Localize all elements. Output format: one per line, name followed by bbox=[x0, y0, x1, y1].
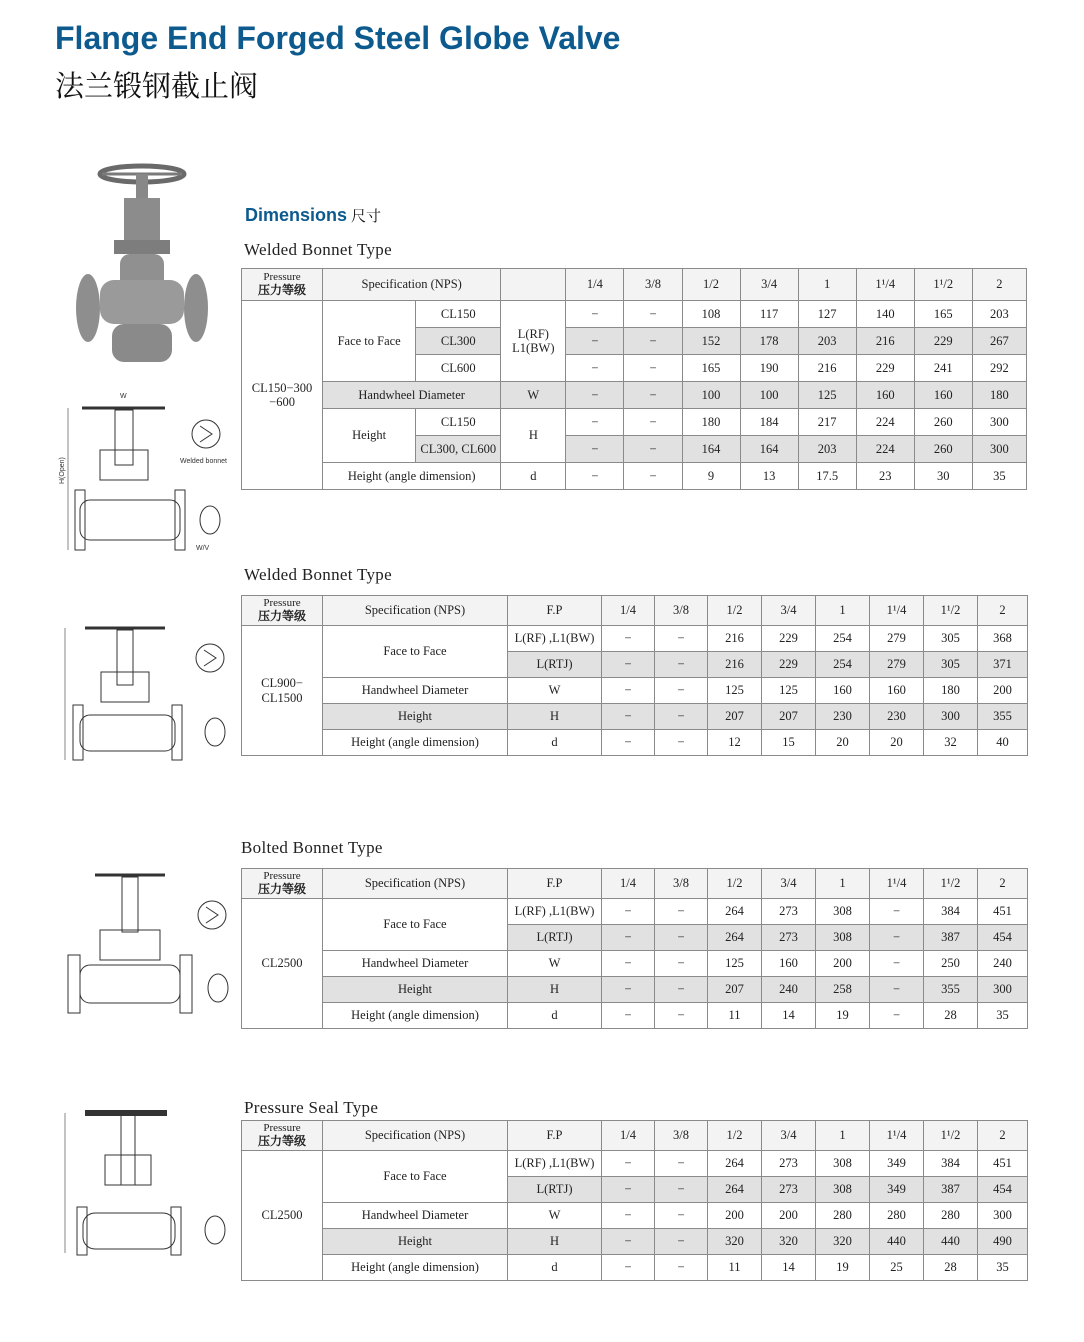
value-cell: 108 bbox=[682, 301, 740, 328]
value-cell: − bbox=[870, 977, 924, 1003]
value-cell: 200 bbox=[816, 951, 870, 977]
value-cell: 165 bbox=[682, 355, 740, 382]
value-cell: − bbox=[655, 925, 708, 951]
value-cell: 308 bbox=[816, 1177, 870, 1203]
height-label: Height bbox=[323, 977, 508, 1003]
value-cell: 23 bbox=[856, 463, 914, 490]
value-cell: 229 bbox=[762, 652, 816, 678]
value-cell: 451 bbox=[978, 1151, 1028, 1177]
size-header: 1¹/4 bbox=[870, 1121, 924, 1151]
handwheel-code: W bbox=[508, 1203, 602, 1229]
height-label: Height bbox=[323, 1229, 508, 1255]
height-label: Height bbox=[323, 409, 416, 463]
value-cell: 264 bbox=[708, 1177, 762, 1203]
value-cell: 300 bbox=[978, 1203, 1028, 1229]
size-header: 1 bbox=[798, 269, 856, 301]
drawing-bolted-bonnet bbox=[50, 860, 240, 1025]
value-cell: 35 bbox=[972, 463, 1026, 490]
value-cell: 264 bbox=[708, 1151, 762, 1177]
value-cell: 127 bbox=[798, 301, 856, 328]
value-cell: − bbox=[655, 1255, 708, 1281]
value-cell: 190 bbox=[740, 355, 798, 382]
size-header: 1¹/2 bbox=[924, 596, 978, 626]
value-cell: 35 bbox=[978, 1003, 1028, 1029]
value-cell: 160 bbox=[914, 382, 972, 409]
height-label: Height bbox=[323, 704, 508, 730]
pressure-class-cell: CL900− CL1500 bbox=[242, 626, 323, 756]
value-cell: 11 bbox=[708, 1003, 762, 1029]
value-cell: 292 bbox=[972, 355, 1026, 382]
size-header: 3/4 bbox=[740, 269, 798, 301]
code-header bbox=[501, 269, 566, 301]
value-cell: − bbox=[566, 409, 624, 436]
drawing-d-label: W/V bbox=[196, 545, 210, 552]
value-cell: 384 bbox=[924, 899, 978, 925]
ftf-code: L(RTJ) bbox=[508, 1177, 602, 1203]
value-cell: 349 bbox=[870, 1151, 924, 1177]
value-cell: 300 bbox=[924, 704, 978, 730]
value-cell: 240 bbox=[978, 951, 1028, 977]
pressure-header: Pressure 压力等级 bbox=[242, 269, 323, 301]
value-cell: 320 bbox=[762, 1229, 816, 1255]
value-cell: − bbox=[655, 652, 708, 678]
angle-label: Height (angle dimension) bbox=[323, 1255, 508, 1281]
size-header: 1/4 bbox=[602, 869, 655, 899]
class-label: CL300 bbox=[416, 328, 501, 355]
value-cell: 30 bbox=[914, 463, 972, 490]
height-code: H bbox=[508, 977, 602, 1003]
value-cell: − bbox=[566, 328, 624, 355]
value-cell: 28 bbox=[924, 1255, 978, 1281]
value-cell: 15 bbox=[762, 730, 816, 756]
value-cell: 371 bbox=[978, 652, 1028, 678]
pressure-header: Pressure 压力等级 bbox=[242, 596, 323, 626]
handwheel-label: Handwheel Diameter bbox=[323, 1203, 508, 1229]
value-cell: 160 bbox=[816, 678, 870, 704]
value-cell: 490 bbox=[978, 1229, 1028, 1255]
value-cell: − bbox=[602, 899, 655, 925]
fp-header: F.P bbox=[508, 869, 602, 899]
value-cell: − bbox=[566, 301, 624, 328]
value-cell: − bbox=[624, 382, 682, 409]
value-cell: − bbox=[602, 977, 655, 1003]
value-cell: 229 bbox=[914, 328, 972, 355]
size-header: 1 bbox=[816, 1121, 870, 1151]
value-cell: − bbox=[602, 1255, 655, 1281]
fp-header: F.P bbox=[508, 596, 602, 626]
value-cell: 100 bbox=[682, 382, 740, 409]
pressure-class-cell: CL2500 bbox=[242, 899, 323, 1029]
value-cell: 17.5 bbox=[798, 463, 856, 490]
value-cell: − bbox=[655, 704, 708, 730]
value-cell: 224 bbox=[856, 409, 914, 436]
value-cell: 216 bbox=[708, 652, 762, 678]
height-code: H bbox=[508, 704, 602, 730]
value-cell: 320 bbox=[816, 1229, 870, 1255]
drawing-welded-bonnet-2 bbox=[55, 610, 240, 770]
value-cell: − bbox=[870, 925, 924, 951]
value-cell: − bbox=[655, 678, 708, 704]
spec-table-pressure-seal bbox=[241, 1120, 1028, 1281]
value-cell: 440 bbox=[924, 1229, 978, 1255]
value-cell: 200 bbox=[978, 678, 1028, 704]
size-header: 3/8 bbox=[624, 269, 682, 301]
size-header: 3/4 bbox=[762, 596, 816, 626]
class-label: CL300, CL600 bbox=[416, 436, 501, 463]
value-cell: 260 bbox=[914, 436, 972, 463]
value-cell: 164 bbox=[682, 436, 740, 463]
value-cell: − bbox=[655, 1177, 708, 1203]
size-header: 1¹/4 bbox=[870, 596, 924, 626]
value-cell: − bbox=[566, 463, 624, 490]
value-cell: 254 bbox=[816, 626, 870, 652]
value-cell: 100 bbox=[740, 382, 798, 409]
value-cell: − bbox=[602, 626, 655, 652]
value-cell: 203 bbox=[972, 301, 1026, 328]
size-header: 3/8 bbox=[655, 596, 708, 626]
pressure-class-cell: CL2500 bbox=[242, 1151, 323, 1281]
value-cell: 308 bbox=[816, 899, 870, 925]
value-cell: − bbox=[655, 1203, 708, 1229]
value-cell: 224 bbox=[856, 436, 914, 463]
value-cell: 9 bbox=[682, 463, 740, 490]
angle-code: d bbox=[508, 730, 602, 756]
size-header: 1/4 bbox=[566, 269, 624, 301]
value-cell: − bbox=[602, 704, 655, 730]
value-cell: 349 bbox=[870, 1177, 924, 1203]
value-cell: 203 bbox=[798, 436, 856, 463]
value-cell: 180 bbox=[972, 382, 1026, 409]
value-cell: 11 bbox=[708, 1255, 762, 1281]
value-cell: − bbox=[602, 730, 655, 756]
value-cell: 280 bbox=[924, 1203, 978, 1229]
welded-caption: Welded bonnet bbox=[180, 458, 227, 465]
value-cell: 216 bbox=[798, 355, 856, 382]
height-code: H bbox=[508, 1229, 602, 1255]
value-cell: − bbox=[602, 1151, 655, 1177]
value-cell: − bbox=[602, 925, 655, 951]
value-cell: 200 bbox=[708, 1203, 762, 1229]
value-cell: 454 bbox=[978, 1177, 1028, 1203]
angle-code: d bbox=[508, 1255, 602, 1281]
ftf-code: L(RTJ) bbox=[508, 652, 602, 678]
value-cell: − bbox=[655, 1003, 708, 1029]
value-cell: − bbox=[624, 301, 682, 328]
value-cell: 217 bbox=[798, 409, 856, 436]
value-cell: 216 bbox=[708, 626, 762, 652]
value-cell: 258 bbox=[816, 977, 870, 1003]
valve-photo bbox=[72, 160, 212, 380]
value-cell: 125 bbox=[798, 382, 856, 409]
dimensions-heading bbox=[245, 205, 381, 226]
value-cell: 14 bbox=[762, 1003, 816, 1029]
size-header: 1 bbox=[816, 869, 870, 899]
dimensions-label-chinese: 尺寸 bbox=[351, 207, 382, 225]
value-cell: − bbox=[566, 382, 624, 409]
value-cell: 273 bbox=[762, 1177, 816, 1203]
value-cell: 164 bbox=[740, 436, 798, 463]
value-cell: 216 bbox=[856, 328, 914, 355]
spec-header: Specification (NPS) bbox=[323, 596, 508, 626]
pressure-class-cell: CL150−300 −600 bbox=[242, 301, 323, 490]
spec-table-bolted-bonnet bbox=[241, 868, 1028, 1029]
value-cell: 267 bbox=[972, 328, 1026, 355]
value-cell: 125 bbox=[708, 678, 762, 704]
drawing-welded-bonnet-1 bbox=[60, 390, 240, 565]
value-cell: 280 bbox=[816, 1203, 870, 1229]
value-cell: 355 bbox=[978, 704, 1028, 730]
value-cell: − bbox=[655, 977, 708, 1003]
value-cell: 165 bbox=[914, 301, 972, 328]
size-header: 1/2 bbox=[682, 269, 740, 301]
value-cell: 230 bbox=[816, 704, 870, 730]
value-cell: − bbox=[870, 899, 924, 925]
value-cell: 254 bbox=[816, 652, 870, 678]
value-cell: 178 bbox=[740, 328, 798, 355]
ftf-code: L(RF) ,L1(BW) bbox=[508, 1151, 602, 1177]
spec-table-welded-bonnet-1 bbox=[241, 268, 1027, 490]
section-title-welded-bonnet-2: Welded Bonnet Type bbox=[244, 565, 392, 584]
size-header: 3/8 bbox=[655, 869, 708, 899]
size-header: 1/4 bbox=[602, 1121, 655, 1151]
value-cell: 273 bbox=[762, 925, 816, 951]
value-cell: 440 bbox=[870, 1229, 924, 1255]
value-cell: 180 bbox=[924, 678, 978, 704]
size-header: 2 bbox=[978, 1121, 1028, 1151]
value-cell: 279 bbox=[870, 626, 924, 652]
value-cell: − bbox=[602, 678, 655, 704]
value-cell: 20 bbox=[870, 730, 924, 756]
value-cell: − bbox=[566, 436, 624, 463]
value-cell: 300 bbox=[978, 977, 1028, 1003]
size-header: 2 bbox=[978, 596, 1028, 626]
value-cell: 280 bbox=[870, 1203, 924, 1229]
value-cell: 308 bbox=[816, 1151, 870, 1177]
size-header: 1¹/2 bbox=[914, 269, 972, 301]
value-cell: − bbox=[624, 463, 682, 490]
value-cell: 279 bbox=[870, 652, 924, 678]
value-cell: 241 bbox=[914, 355, 972, 382]
value-cell: − bbox=[655, 951, 708, 977]
page-title-chinese: 法兰锻钢截止阀 bbox=[55, 69, 259, 103]
value-cell: 12 bbox=[708, 730, 762, 756]
value-cell: − bbox=[602, 1177, 655, 1203]
value-cell: − bbox=[624, 355, 682, 382]
face-to-face-label: Face to Face bbox=[323, 1151, 508, 1203]
size-header: 1/2 bbox=[708, 1121, 762, 1151]
value-cell: 32 bbox=[924, 730, 978, 756]
value-cell: 454 bbox=[978, 925, 1028, 951]
value-cell: 160 bbox=[870, 678, 924, 704]
spec-header: Specification (NPS) bbox=[323, 1121, 508, 1151]
value-cell: 387 bbox=[924, 1177, 978, 1203]
value-cell: 273 bbox=[762, 899, 816, 925]
value-cell: 368 bbox=[978, 626, 1028, 652]
value-cell: 200 bbox=[762, 1203, 816, 1229]
spec-header: Specification (NPS) bbox=[323, 269, 501, 301]
size-header: 2 bbox=[978, 869, 1028, 899]
value-cell: 160 bbox=[856, 382, 914, 409]
size-header: 2 bbox=[972, 269, 1026, 301]
value-cell: 14 bbox=[762, 1255, 816, 1281]
value-cell: 264 bbox=[708, 899, 762, 925]
value-cell: 140 bbox=[856, 301, 914, 328]
value-cell: 25 bbox=[870, 1255, 924, 1281]
size-header: 1/4 bbox=[602, 596, 655, 626]
height-code: H bbox=[501, 409, 566, 463]
value-cell: − bbox=[602, 652, 655, 678]
spec-table-welded-bonnet-2 bbox=[241, 595, 1028, 756]
value-cell: 207 bbox=[708, 704, 762, 730]
value-cell: 20 bbox=[816, 730, 870, 756]
size-header: 1¹/4 bbox=[856, 269, 914, 301]
handwheel-label: Handwheel Diameter bbox=[323, 951, 508, 977]
value-cell: 451 bbox=[978, 899, 1028, 925]
angle-code: d bbox=[501, 463, 566, 490]
value-cell: 125 bbox=[762, 678, 816, 704]
value-cell: 384 bbox=[924, 1151, 978, 1177]
value-cell: 387 bbox=[924, 925, 978, 951]
class-label: CL150 bbox=[416, 409, 501, 436]
fp-header: F.P bbox=[508, 1121, 602, 1151]
value-cell: 19 bbox=[816, 1255, 870, 1281]
size-header: 1¹/2 bbox=[924, 869, 978, 899]
pressure-header: Pressure 压力等级 bbox=[242, 1121, 323, 1151]
value-cell: − bbox=[624, 436, 682, 463]
value-cell: 207 bbox=[708, 977, 762, 1003]
size-header: 3/4 bbox=[762, 1121, 816, 1151]
value-cell: − bbox=[602, 951, 655, 977]
ftf-code: L(RTJ) bbox=[508, 925, 602, 951]
value-cell: 320 bbox=[708, 1229, 762, 1255]
value-cell: 207 bbox=[762, 704, 816, 730]
class-label: CL600 bbox=[416, 355, 501, 382]
size-header: 1¹/2 bbox=[924, 1121, 978, 1151]
handwheel-code: W bbox=[508, 951, 602, 977]
spec-header: Specification (NPS) bbox=[323, 869, 508, 899]
value-cell: 273 bbox=[762, 1151, 816, 1177]
value-cell: 28 bbox=[924, 1003, 978, 1029]
value-cell: 264 bbox=[708, 925, 762, 951]
value-cell: 229 bbox=[762, 626, 816, 652]
value-cell: 184 bbox=[740, 409, 798, 436]
value-cell: − bbox=[655, 1151, 708, 1177]
value-cell: 260 bbox=[914, 409, 972, 436]
value-cell: 203 bbox=[798, 328, 856, 355]
value-cell: − bbox=[602, 1229, 655, 1255]
value-cell: 180 bbox=[682, 409, 740, 436]
ftf-code: L(RF) ,L1(BW) bbox=[508, 899, 602, 925]
handwheel-label: Handwheel Diameter bbox=[323, 382, 501, 409]
value-cell: − bbox=[566, 355, 624, 382]
value-cell: 305 bbox=[924, 626, 978, 652]
handwheel-label: Handwheel Diameter bbox=[323, 678, 508, 704]
value-cell: − bbox=[655, 899, 708, 925]
section-title-welded-bonnet-1: Welded Bonnet Type bbox=[244, 240, 392, 259]
value-cell: 35 bbox=[978, 1255, 1028, 1281]
value-cell: − bbox=[624, 409, 682, 436]
value-cell: 19 bbox=[816, 1003, 870, 1029]
value-cell: 240 bbox=[762, 977, 816, 1003]
value-cell: 250 bbox=[924, 951, 978, 977]
ftf-code: L(RF) ,L1(BW) bbox=[508, 626, 602, 652]
face-to-face-label: Face to Face bbox=[323, 301, 416, 382]
value-cell: 308 bbox=[816, 925, 870, 951]
ftf-code: L(RF) L1(BW) bbox=[501, 301, 566, 382]
angle-label: Height (angle dimension) bbox=[323, 730, 508, 756]
value-cell: 355 bbox=[924, 977, 978, 1003]
section-title-bolted-bonnet: Bolted Bonnet Type bbox=[241, 838, 383, 857]
handwheel-code: W bbox=[508, 678, 602, 704]
value-cell: − bbox=[655, 626, 708, 652]
pressure-header: Pressure 压力等级 bbox=[242, 869, 323, 899]
value-cell: − bbox=[602, 1203, 655, 1229]
value-cell: 152 bbox=[682, 328, 740, 355]
value-cell: − bbox=[870, 951, 924, 977]
value-cell: 230 bbox=[870, 704, 924, 730]
class-label: CL150 bbox=[416, 301, 501, 328]
value-cell: − bbox=[602, 1003, 655, 1029]
size-header: 1/2 bbox=[708, 869, 762, 899]
size-header: 1 bbox=[816, 596, 870, 626]
drawing-w-label: W bbox=[120, 393, 127, 400]
value-cell: − bbox=[655, 730, 708, 756]
section-title-pressure-seal: Pressure Seal Type bbox=[244, 1098, 379, 1117]
size-header: 1/2 bbox=[708, 596, 762, 626]
value-cell: − bbox=[655, 1229, 708, 1255]
dimensions-label: Dimensions bbox=[245, 205, 348, 225]
size-header: 3/8 bbox=[655, 1121, 708, 1151]
drawing-h-label: H(Open) bbox=[59, 457, 66, 484]
size-header: 1¹/4 bbox=[870, 869, 924, 899]
value-cell: 13 bbox=[740, 463, 798, 490]
face-to-face-label: Face to Face bbox=[323, 899, 508, 951]
value-cell: − bbox=[624, 328, 682, 355]
value-cell: 229 bbox=[856, 355, 914, 382]
value-cell: 117 bbox=[740, 301, 798, 328]
angle-label: Height (angle dimension) bbox=[323, 1003, 508, 1029]
value-cell: − bbox=[870, 1003, 924, 1029]
value-cell: 300 bbox=[972, 436, 1026, 463]
size-header: 3/4 bbox=[762, 869, 816, 899]
drawing-pressure-seal bbox=[55, 1095, 240, 1265]
handwheel-code: W bbox=[501, 382, 566, 409]
value-cell: 125 bbox=[708, 951, 762, 977]
angle-label: Height (angle dimension) bbox=[323, 463, 501, 490]
page-title: Flange End Forged Steel Globe Valve bbox=[55, 20, 621, 56]
value-cell: 300 bbox=[972, 409, 1026, 436]
value-cell: 160 bbox=[762, 951, 816, 977]
value-cell: 305 bbox=[924, 652, 978, 678]
angle-code: d bbox=[508, 1003, 602, 1029]
face-to-face-label: Face to Face bbox=[323, 626, 508, 678]
value-cell: 40 bbox=[978, 730, 1028, 756]
